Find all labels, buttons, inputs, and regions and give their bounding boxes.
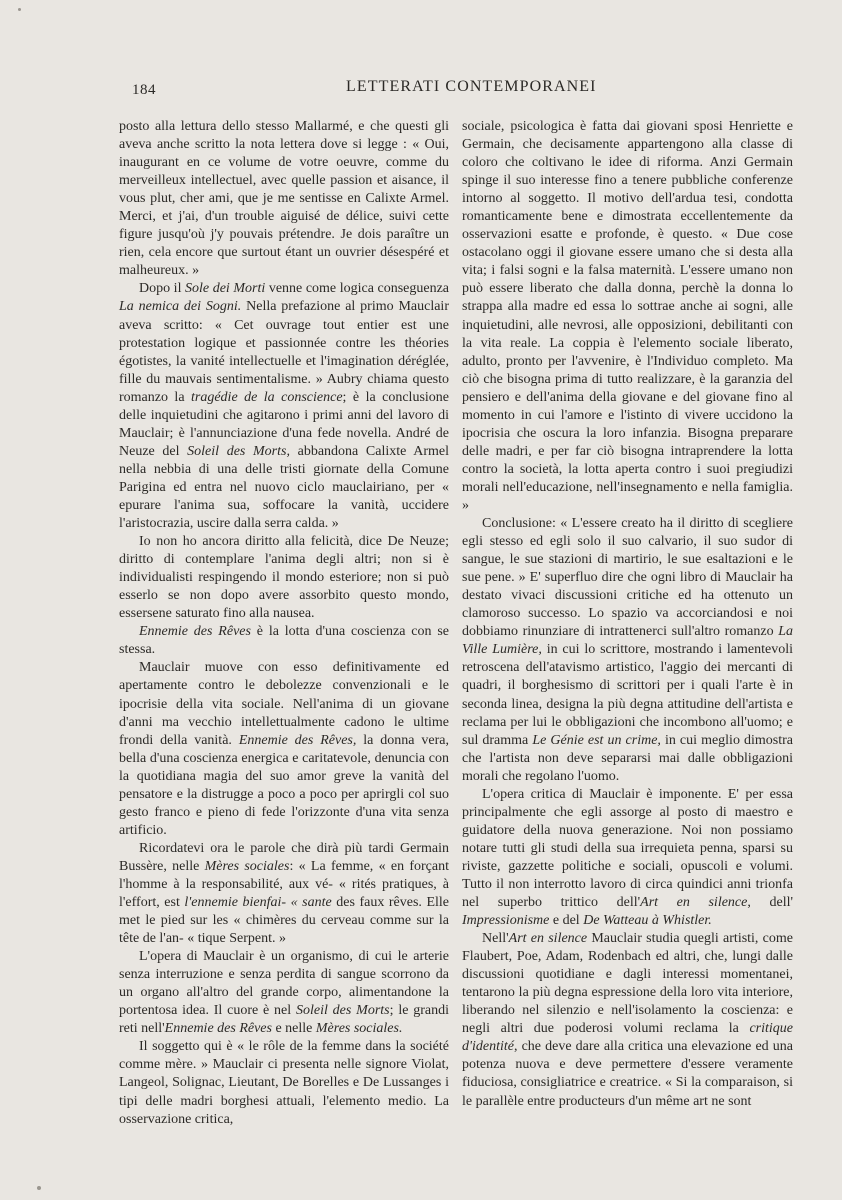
left-column (119, 118, 449, 1129)
running-title: LETTERATI CONTEMPORANEI (346, 78, 597, 95)
paragraph: Dopo il Sole dei Morti venne come logica conseguenza La nemica dei Sogni. Nella prefazione al primo Mauclair aveva scritto: « Cet ouvrage tout entier est une protestation logique et passionnée contre les théories égotistes, la vanité intellectuelle et l'imagination déréglée, fille du mauvais sentimentalisme. » Aubry chiama questo romanzo la tragédie de la conscience; è la conclusione delle inquietudini che agitarono i primi anni del lavoro di Mauclair; è l'annunciazione d'una fede novella. André de Neuze del Soleil des Morts, abbandona Calixte Armel nella nebbia di una delle tristi giornate della Comune Parigina ed entra nel nuovo ciclo mauclairiano, per « epurare l'anima sua, soffocare la vanità, uccidere l'aristocrazia, uscire dalla serra calda. » (119, 281, 449, 532)
paragraph: L'opera critica di Mauclair è imponente. E' per essa principalmente che egli assorge al posto di maestro e guidatore della nuova generazione. Noi non possiamo notare tutti gli studi della sua irrequieta penna, sparsi su riviste, gazzette politiche e sociali, opuscoli e volumi. Tutto il non interrotto lavoro di circa quindici anni trionfa nel superbo trittico dell'Art en silence, dell' Impressionisme e del De Watteau à Whistler. (462, 786, 793, 929)
right-column (462, 118, 793, 1111)
paragraph: Mauclair muove con esso definitivamente ed apertamente contro le debolezze convenzionali e le ipocrisie della vita sociale. Nell'anima di un giovane d'anni ma vecchio intellettualmente cadono le ultime frondi della vanità. Ennemie des Rêves, la donna vera, bella d'una coscienza energica e caritatevole, denuncia con la quotidiana magia del suo amor greve la vanità del pensatore e la distrugge a poco a poco per aprirgli col suo gesto franco e pieno di fede l'orizzonte d'una vita senza artificio. (119, 660, 449, 838)
paragraph: posto alla lettura dello stesso Mallarmé, e che questi gli aveva anche scritto la nota lettera dove si legge : « Oui, inaugurant en ce volume de votre oeuvre, comme du merveilleux intellectuel, avec quelle passion et aisance, il vous plut, cher ami, que je me sentisse en Calixte Armel. Merci, et j'ai, d'un trouble aiguisé de délice, suivi cette figure jusqu'où j'y pouvais prétendre. Je dois paraître un rien, cela encore que surtout étant un ouvrier désespéré et malheureux. » (119, 119, 449, 279)
paper-speck (37, 1186, 41, 1190)
paper-speck (18, 8, 21, 11)
paragraph: L'opera di Mauclair è un organismo, di cui le arterie senza interruzione e senza perdita di sangue scorrono da un organo all'altro del grande corpo, alimentandone la portentosa idea. Il cuore è nel Soleil des Morts; le grandi reti nell'Ennemie des Rêves e nelle Mères sociales. (119, 949, 449, 1037)
paragraph: Ennemie des Rêves è la lotta d'una coscienza con se stessa. (119, 624, 449, 658)
paragraph: sociale, psicologica è fatta dai giovani sposi Henriette e Germain, che decisamente appartengono alla classe di coloro che coltivano le idee di riforma. Anzi Germain spinge il suo interesse fino a tenere pubbliche conferenze intorno al soggetto. Il motivo dell'ardua tesi, condotta romanticamente bene e dimostrata eccellentemente da osservazioni esatte e profonde, è questo. « Due cose ostacolano oggi il giovane essere umano che si desta alla vita; i falsi sogni e la falsa maternità. L'essere umano non può essere liberato che dalla donna, perchè la donna lo strappa alla madre ed essa lo sottrae anche ai sogni, alle inquietudini, alle nevrosi, alle opposizioni, debilitanti con la vita reale. La coppia è l'elemento sociale liberato, adulto, pronto per l'avvenire, è l'Individuo completo. Ma ciò che bisogna prima di tutto realizzare, è la garanzia del pensiero e dell'anima della giovane e del giovane fino al momento in cui l'amore e l'istinto di vivere uccidono la ipocrisia che oscura la loro infanzia. Bisogna preparare delle madri, e per far ciò bisogna intraprendere la lotta contro la società, la lotta aperta contro i suoi pregiudizi morali nell'educazione, nell'insegnamento e nella famiglia. » (462, 119, 793, 513)
paragraph: Il soggetto qui è « le rôle de la femme dans la société comme mère. » Mauclair ci presenta nelle signore Violat, Langeol, Solignac, Lieutant, De Borelles e De Lussanges i tipi delle madri borghesi attuali, l'elemento medio. La osservazione critica, (119, 1039, 449, 1127)
paragraph: Io non ho ancora diritto alla felicità, dice De Neuze; diritto di contemplare l'anima degli altri; non si è individualisti respingendo il mondo esteriore; non si può esserlo se non dopo avere assorbito questo mondo, essersene saturato fino alla nausea. (119, 534, 449, 622)
paragraph: Conclusione: « L'essere creato ha il diritto di scegliere egli stesso ed egli solo il suo calvario, il suo sudor di sangue, le sue stazioni di martirio, le sue esaltazioni e le sue pene. » E' superfluo dire che ogni libro di Mauclair ha destato vivaci discussioni critiche ed ha ottenuto un clamoroso successo. Lo spazio va accorciandosi e noi dobbiamo rinunziare di intrattenerci sull'altro romanzo La Ville Lumière, in cui lo scrittore, mostrando i lamentevoli retroscena dell'atavismo artistico, l'aggio dei mercanti di quadri, il borghesismo di scrittori per i quali l'arte è in seconda linea, designa la più degna attitudine dell'artista e reclama per lui le obbligazioni che incombono all'uomo; e sul dramma Le Génie est un crime, in cui meglio dimostra che l'artista non deve separarsi mai dalle obbligazioni morali che regolano l'uomo. (462, 516, 793, 784)
paragraph: Nell'Art en silence Mauclair studia quegli artisti, come Flaubert, Poe, Adam, Rodenbach ed altri, che, lungi dalle discussioni quotidiane e dagli interessi momentanei, tentarono la più degna espressione della loro vita interiore, liberando nel silenzio e nell'isolamento la coscienza: e negli altri due poderosi volumi reclama la critique d'identité, che deve dare alla critica una elevazione ed una potenza nuova e deve permettere d'essere veramente fiduciosa, consigliatrice e creatrice. « Si la comparaison, si le parallèle entre producteurs d'un même art ne sont (462, 931, 793, 1109)
page-number: 184 (132, 82, 156, 98)
paragraph: Ricordatevi ora le parole che dirà più tardi Germain Bussère, nelle Mères sociales: « La femme, « en forçant l'homme à la responsabilité, aux vé- « rités pratiques, à l'effort, est l'ennemie bienfai- « sante des faux rêves. Elle met le pied sur les « chimères du cerveau comme sur la tête de l'an- « tique Serpent. » (119, 840, 450, 947)
